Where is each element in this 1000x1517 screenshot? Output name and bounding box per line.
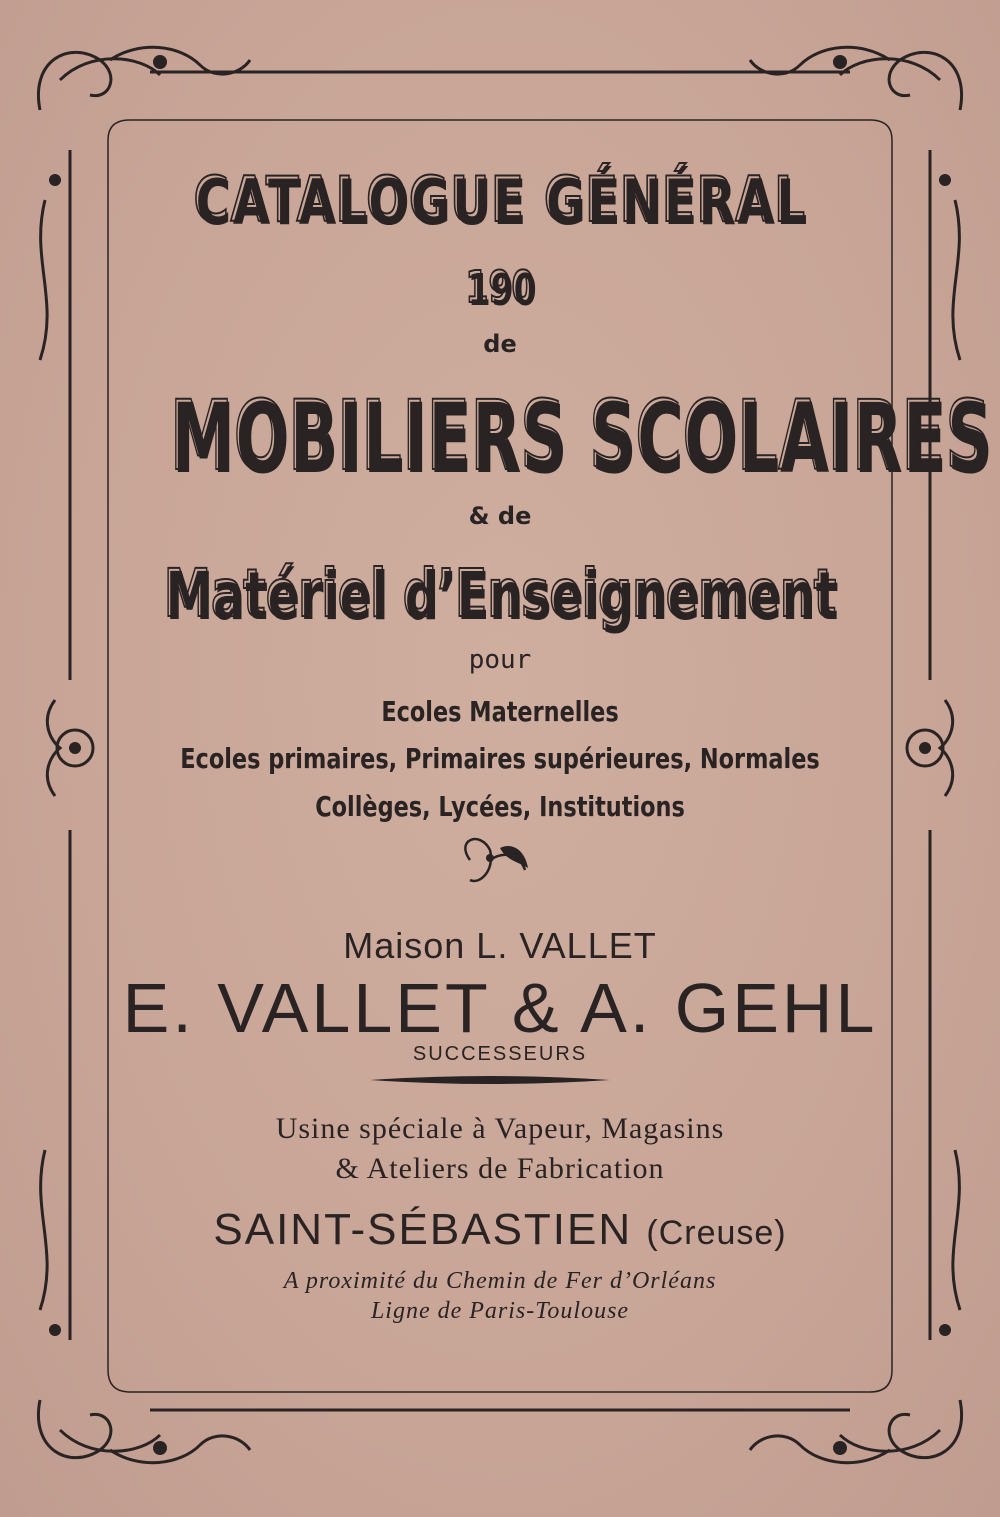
successeurs-label: SUCCESSEURS [412, 1043, 588, 1065]
audience-line: Ecoles Maternelles [381, 695, 619, 728]
region-name: (Creuse) [646, 1214, 787, 1252]
factory-line: Usine spéciale à Vapeur, Magasins [275, 1112, 725, 1145]
town-name: SAINT-SÉBASTIEN [213, 1205, 633, 1254]
maison-name: Maison L. VALLET [343, 925, 657, 966]
railway-line: Ligne de Paris-Toulouse [370, 1298, 630, 1324]
audience-line: Ecoles primaires, Primaires supérieures, Normales [180, 742, 820, 775]
title-connector-amp-de: & de [468, 502, 532, 530]
materiel-enseignement-heading: Matériel d’Enseignement [163, 555, 837, 632]
catalogue-year: 190 [465, 262, 535, 313]
mobiliers-scolaires-heading: MOBILIERS SCOLAIRES [170, 380, 992, 492]
factory-line: & Ateliers de Fabrication [335, 1152, 665, 1185]
audience-line: Collèges, Lycées, Institutions [315, 790, 685, 823]
title-connector-de: de [483, 330, 517, 358]
catalogue-title: CATALOGUE GÉNÉRAL [193, 163, 807, 236]
pour-label: pour [468, 645, 532, 675]
tapered-rule-icon [370, 1076, 610, 1084]
firm-name: E. VALLET & A. GEHL [122, 969, 878, 1047]
railway-proximity: A proximité du Chemin de Fer d’Orléans [283, 1268, 717, 1294]
factory-location [0, 1205, 1000, 1255]
